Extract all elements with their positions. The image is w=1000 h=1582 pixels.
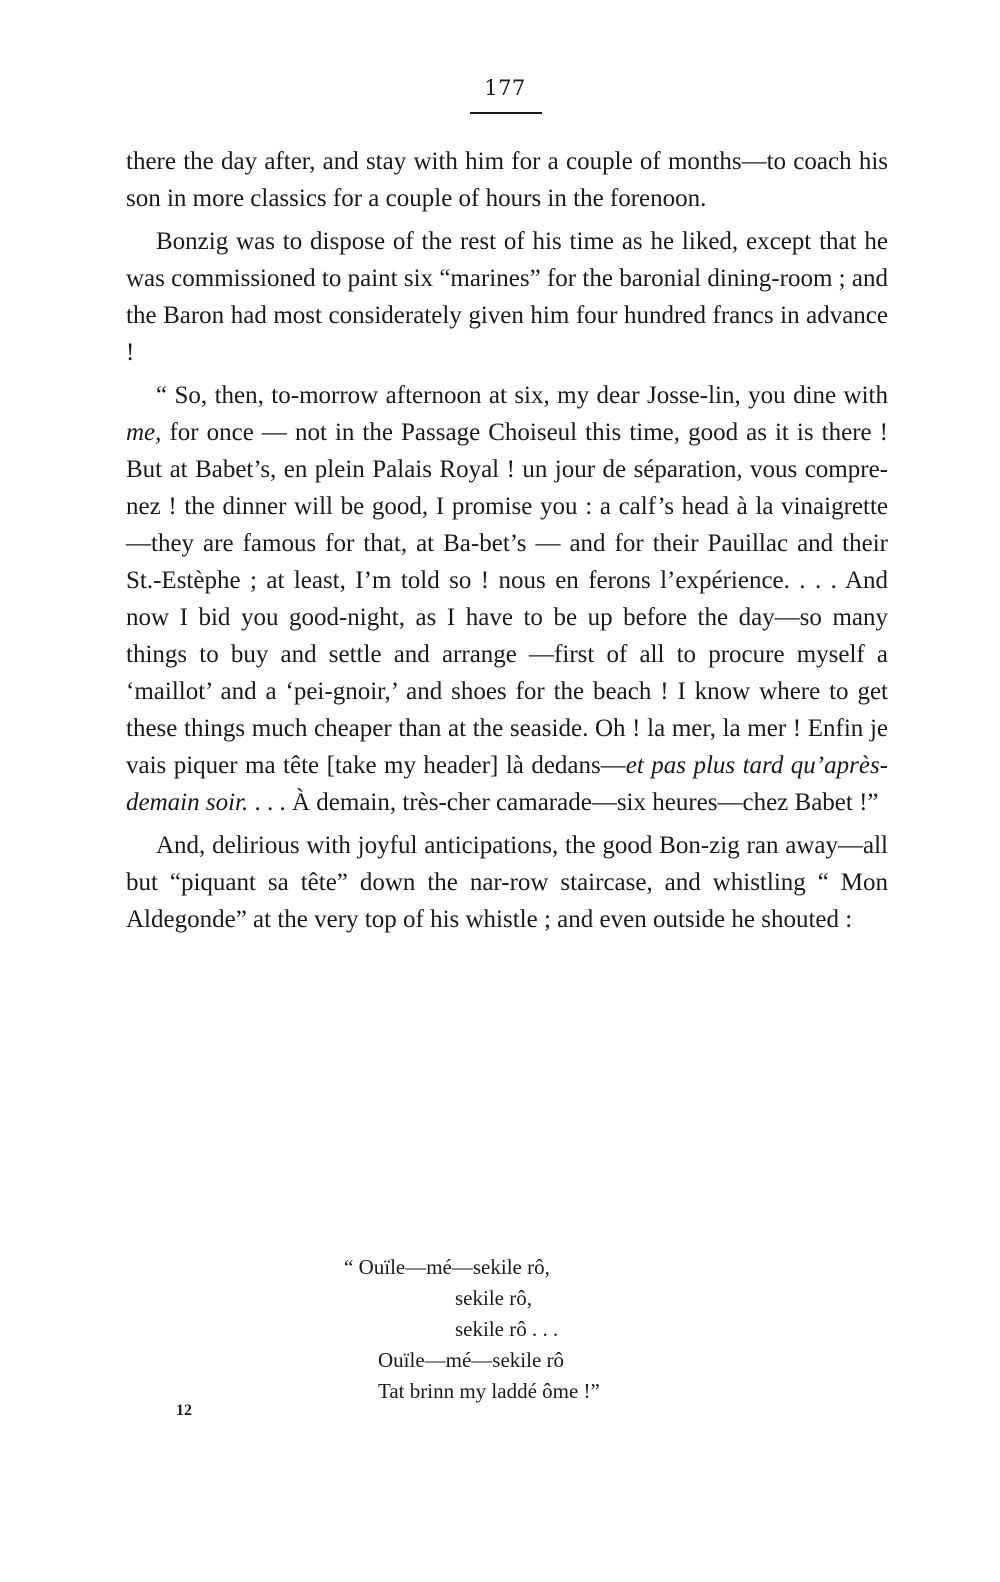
- paragraph: [126, 827, 888, 938]
- paragraph: [126, 223, 888, 371]
- text-run: “ So, then, to-morrow afternoon at six, my dear Josse-lin, you dine with: [156, 382, 888, 409]
- verse-line: Tat brinn my laddé ôme !”: [378, 1379, 600, 1403]
- verse-line: sekile rô,: [455, 1286, 532, 1310]
- verse-line: Ouïle—mé—sekile rô: [378, 1348, 565, 1372]
- text-run: Bonzig was to dispose of the rest of his time as he liked, except that he was commissioned to paint six “marines” for the baronial dining-room ; and the Baron had most considerately given him four hundred francs in advance !: [126, 228, 888, 366]
- page-number: 177: [484, 76, 526, 100]
- text-run: for once — not in the Passage Choiseul this time, good as it is there ! But at Babet’s, en plein Palais Royal ! un jour de séparation, vous compre-nez ! the dinner will be good, I promise you : a calf’s head à la vinaigrette—they are famous for that, at Ba-bet’s — and for their Pauillac and their St.-Estèphe ; at least, I’m told so ! nous en ferons l’expérience. . . . And now I bid you good-night, as I have to be up before the day—so many things to buy and settle and arrange —first of all to procure myself a ‘maillot’ and a ‘pei-gnoir,’ and shoes for the beach ! I know where to get these things much cheaper than at the seaside. Oh ! la mer, la mer ! Enfin je vais piquer ma tête [take my header] là dedans—: [126, 419, 888, 779]
- text-run: And, delirious with joyful anticipations, the good Bon-zig ran away—all but “piquant sa tête” down the nar-row staircase, and whistling “ Mon Aldegonde” at the very top of his whistle ; and even outside he shouted :: [126, 832, 888, 933]
- paragraph: [126, 143, 888, 217]
- verse-line: sekile rô . . .: [455, 1317, 559, 1341]
- text-run: there the day after, and stay with him for a couple of months—to coach his son in more classics for a couple of hours in the forenoon.: [126, 148, 888, 212]
- verse-line: “ Ouïle—mé—sekile rô,: [344, 1255, 550, 1279]
- text-run: . . . À demain, très-cher camarade—six heures—chez Babet !”: [248, 789, 879, 816]
- body-text: [126, 143, 888, 944]
- signature-mark: 12: [176, 1402, 192, 1419]
- page-number-rule: [470, 112, 542, 114]
- italic-text: me,: [126, 419, 162, 446]
- paragraph: [126, 377, 888, 821]
- italic-text: et pas plus tard qu’après-demain soir.: [126, 752, 889, 816]
